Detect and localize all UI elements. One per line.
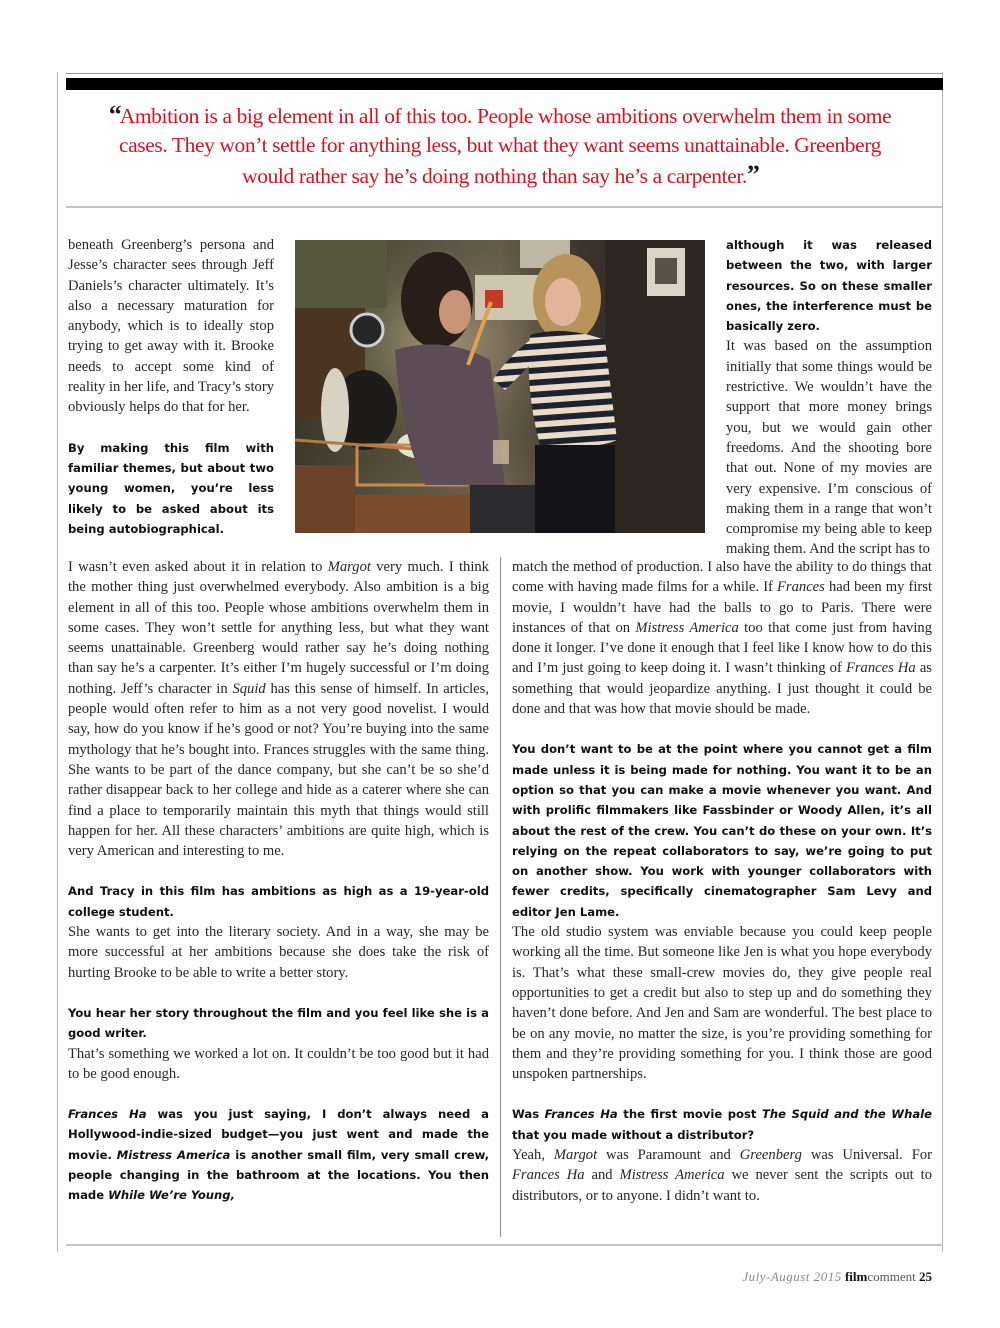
film-title: Squid	[232, 680, 266, 697]
text-run: we never sent the scripts out to distributors, or to anyone. I didn’t want to.	[512, 1167, 932, 1204]
text-run: had been my first movie, I wouldn’t have had the balls to go to Paris. There were instances of that on	[512, 579, 932, 636]
film-title: The Squid and the Whale	[761, 1107, 932, 1122]
text-run: the first movie post	[617, 1107, 762, 1122]
film-title: Mistress America	[635, 619, 739, 636]
film-title: Frances Ha	[68, 1107, 147, 1122]
column-divider	[500, 557, 501, 1237]
page-frame-right	[942, 72, 943, 1252]
answer-paragraph: That’s something we worked a lot on. It couldn’t be too good but it had to be good enough.	[68, 1045, 489, 1082]
text-run: as something that would jeopardize anything. I just thought it could be done and that was how that movie should be made.	[512, 660, 932, 718]
text-run: was Universal. For	[801, 1147, 932, 1164]
issue-date: July-August 2015	[742, 1269, 842, 1284]
close-quote-mark: ”	[746, 160, 758, 189]
film-title: Mistress America	[619, 1167, 725, 1184]
right-main-column	[512, 557, 932, 1206]
answer-paragraph	[68, 557, 489, 861]
text-run: was Paramount and	[597, 1147, 740, 1164]
pull-quote-text: Ambition is a big element in all of this too. People whose ambitions overwhelm them in some cases. They won’t settle for anything less, but what they want seems unattainable. Greenberg would rather say he’s doing nothing than say he’s a carpenter.	[118, 104, 892, 188]
answer-paragraph: She wants to get into the literary society. And in a way, she may be more successful at her ambitions because she does take the risk of hurting Brooke to be able to write a better story.	[68, 924, 489, 981]
magazine-brand-light: comment	[867, 1269, 916, 1284]
top-thin-rule	[66, 73, 943, 74]
question-paragraph	[512, 1104, 932, 1145]
pull-quote	[100, 100, 900, 191]
answer-paragraph: It was based on the assumption initially that some things would be restrictive. We wouldn’t have the support that more money brings you, but we would gain other freedoms. And the shooting bore that out. None of my movies are very expensive. I’m conscious of making them in a range that won’t compromise my being able to keep making them. And the script has to	[726, 338, 932, 558]
text-run: is another small film, very small crew, people changing in the bathroom at the locations. You then made	[68, 1147, 489, 1203]
text-run: has this sense of himself. In articles, people would often refer to him as a not very good novelist. I would say, how do you know if he’s good or not? You’re buying into the same mythology that he’s bought into. Frances struggles with the same thing. She wants to be part of the dance company, but she can’t be so she’d rather disappear back to her college and hide as a caterer where she can find a place to temporarily maintain this myth that things would still happen for her. All these characters’ ambitions are quite high, which is very American and interesting to me.	[68, 680, 489, 860]
question-paragraph	[68, 1104, 489, 1205]
magazine-brand-bold: film	[844, 1269, 868, 1284]
film-title: Frances Ha	[845, 660, 916, 677]
open-quote-mark: “	[108, 100, 120, 129]
film-still-illustration	[295, 240, 705, 533]
answer-paragraph: beneath Greenberg’s persona and Jesse’s character sees through Jeff Daniels’s character ultimately. It’s also a necessary maturation for anybody, which is to ideally stop trying to get away with it. Brooke needs to accept some kind of reality in her life, and Tracy’s story obviously helps do that for her.	[68, 237, 274, 416]
question-paragraph: You hear her story throughout the film and you feel like she is a good writer.	[68, 1005, 489, 1041]
answer-paragraph	[512, 557, 932, 719]
page-frame-left	[57, 72, 58, 1252]
text-run: very much. I think the mother thing just overwhelmed everybody. Also ambition is a big element in all of this too. People whose ambitions overwhelm them in some cases. They won’t settle for anything less, but what they want seems unattainable. Greenberg would rather say he’s doing nothing than say he’s a carpenter. It’s either I’m hugely successful or I’m doing nothing. Jeff’s character in	[68, 559, 489, 697]
question-continuation: although it was released between the two, with larger resources. So on these smaller ones, the interference must be basically zero.	[726, 238, 932, 334]
film-still-photo	[295, 240, 705, 533]
page-footer	[742, 1269, 932, 1285]
pull-quote-bottom-rule	[66, 206, 943, 208]
text-run: and	[584, 1167, 620, 1184]
text-run: Yeah,	[512, 1147, 554, 1164]
film-title: Margot	[553, 1147, 598, 1164]
text-run: that you made without a distributor?	[512, 1127, 755, 1142]
film-title: Greenberg	[739, 1147, 802, 1164]
page-number: 25	[919, 1269, 932, 1284]
question-paragraph: By making this film with familiar themes, but about two young women, you’re less likely to be asked about its being autobiographical.	[68, 440, 274, 536]
text-run: match the method of production. I also have the ability to do things that come with having made films for a while. If	[512, 559, 932, 596]
bottom-rule	[66, 1244, 943, 1246]
text-run: Was	[512, 1107, 545, 1122]
film-title: Frances Ha	[512, 1167, 585, 1184]
answer-paragraph: The old studio system was enviable because you could keep people working all the time. But someone like Jen is what you hope everybody is. That’s what these small-crew movies do, they give people real opportunities to get a credit but also to step up and do something they haven’t done before. And Jen and Sam are wonderful. The best place to be on any movie, no matter the size, is you’re providing something for them and they’re providing something for you. I think those are good unspoken partnerships.	[512, 924, 932, 1083]
top-thick-rule	[66, 78, 943, 90]
left-top-column	[68, 235, 274, 539]
film-title: Mistress America	[116, 1147, 231, 1162]
film-title: While We’re Young,	[108, 1188, 236, 1203]
question-paragraph: And Tracy in this film has ambitions as high as a 19-year-old college student.	[68, 884, 489, 919]
film-title: Margot	[327, 559, 371, 575]
right-top-column	[726, 235, 932, 560]
question-paragraph: You don’t want to be at the point where you cannot get a film made unless it is being made for nothing. You want it to be an option so that you can make a movie whenever you want. And with prolific filmmakers like Fassbinder or Woody Allen, it’s all about the rest of the crew. You can’t do these on your own. It’s relying on the repeat collaborators to say, we’re going to put on another show. You work with younger collaborators with fewer credits, specifically cinematographer Sam Levy and editor Jen Lame.	[512, 742, 932, 919]
left-main-column	[68, 557, 489, 1206]
text-run: I wasn’t even asked about it in relation to	[68, 559, 328, 575]
film-title: Frances Ha	[544, 1107, 618, 1122]
answer-paragraph	[512, 1145, 932, 1206]
text-run: too that come just from having done it longer. I’ve done it enough that I feel like I know how to do this and I’m just going to keep doing it. I wasn’t thinking of	[512, 619, 932, 677]
film-title: Frances	[777, 579, 825, 596]
text-run: was you just saying, I don’t always need a Hollywood-indie-sized budget—you just went and made the movie.	[68, 1107, 489, 1162]
